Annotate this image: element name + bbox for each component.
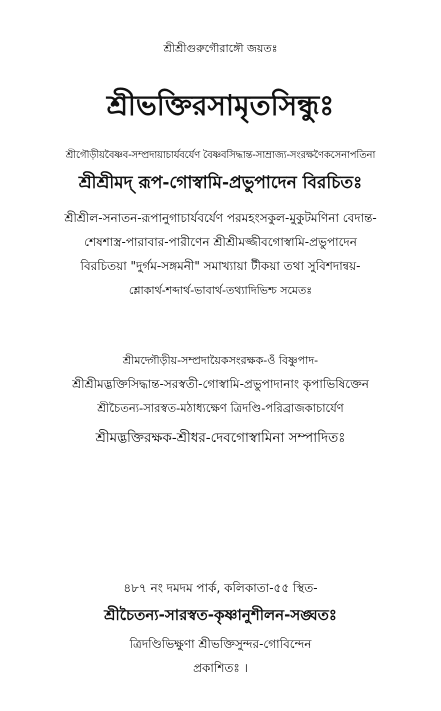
published-label: প্রকাশিতঃ । (193, 661, 248, 675)
author-name: শ্রীশ্রীমদ্ রূপ-গোস্বামি-প্রভুপাদেন বিরচিতঃ (78, 173, 363, 193)
book-title: শ্রীভক্তিরসামৃতসিন্ধুঃ (106, 89, 335, 122)
editor-line-4: শ্রীমদ্ভক্তিরক্ষক-শ্রীধর-দেবগোস্বামিনা সম্পাদিতঃ (95, 430, 346, 446)
editor-line-3: শ্রীচৈতন্য-সারস্বত-মঠাধ্যক্ষেণ ত্রিদণ্ডি-পরিব্রাজকাচার্যেণ (97, 401, 344, 415)
invocation-line: শ্রীশ্রীগুরুগৌরাঙ্গৌ জয়তঃ (163, 42, 278, 55)
commentary-line-1: শ্রীশ্রীল-সনাতন-রূপানুগাচার্যবর্যেণ পরমহংসকুল-মুকুটমণিনা বেদান্ত- (64, 211, 377, 225)
publisher-name: ত্রিদণ্ডিভিক্ষুণা শ্রীভক্তিসুন্দর-গোবিন্দেন (129, 637, 312, 651)
publisher-institution: শ্রীচৈতন্য-সারস্বত-কৃষ্ণানুশীলন-সঙ্ঘতঃ (104, 606, 337, 624)
commentary-line-4: শ্লোকার্থ-শব্দার্থ-ভাবার্থ-তথ্যাদিভিশ্চ সমেতঃ (128, 284, 313, 297)
editor-line-1: শ্রীমদ্গৌড়ীয়-সম্প্রদায়ৈকসংরক্ষক-ওঁ বিষ্ণুপাদ- (122, 354, 319, 367)
author-epithet: শ্রীগৌড়ীয়বৈষ্ণব-সম্প্রদায়াচার্যবর্যেণ বৈষ্ণবসিদ্ধান্ত-সাম্রাজ্য-সংরক্ষণৈকসেনাপতিনা (65, 150, 376, 161)
commentary-line-3: বিরচিতয়া "দুর্গম-সঙ্গমনী" সমাখ্যায়া টীকয়া তথা সুবিশদান্বয়- (80, 259, 361, 273)
publisher-address: ৪৮৭ নং দমদম পার্ক, কলিকাতা-৫৫ স্থিত- (123, 581, 318, 595)
editor-line-2: শ্রীশ্রীমদ্ভক্তিসিদ্ধান্ত-সরস্বতী-গোস্বামি-প্রভুপাদানাং কৃপাভিষিক্তেন (72, 377, 369, 391)
commentary-line-2: শেষশাস্ত্র-পারাবার-পারীণেন শ্রীশ্রীমজ্জীবগোস্বামি-প্রভুপাদেন (84, 235, 357, 249)
